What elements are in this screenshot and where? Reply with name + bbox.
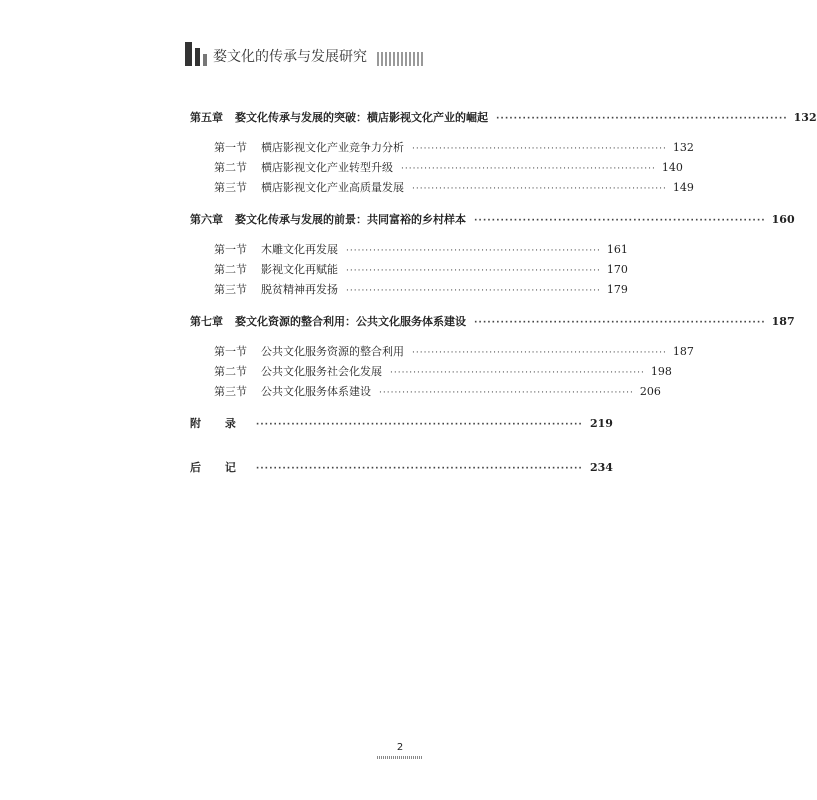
leader-dots: ·································································· [379,388,634,398]
table-of-contents [190,108,817,478]
toc-section[interactable] [190,178,694,198]
chapter-number: 第七章 [190,315,223,328]
section-number: 第三节 [214,283,247,296]
folio-decoration [377,756,423,759]
toc-section[interactable] [190,382,661,402]
page-number: 219 [590,417,613,430]
chapter-title: 婺文化资源的整合利用：公共文化服务体系建设 [235,315,466,328]
toc-section[interactable] [190,342,694,362]
chapter-title: 婺文化传承与发展的前景：共同富裕的乡村样本 [235,213,466,226]
section-title: 公共文化服务资源的整合利用 [261,345,404,358]
page-number: 170 [606,263,628,276]
section-title: 木雕文化再发展 [261,243,338,256]
page-footer [377,742,423,759]
leader-dots: ·································································· [412,348,667,358]
section-number: 第三节 [214,181,247,194]
section-number: 第二节 [214,161,247,174]
toc-chapter-6[interactable] [190,210,795,230]
section-title: 影视文化再赋能 [261,263,338,276]
toc-chapter-5[interactable] [190,108,817,128]
section-title: 横店影视文化产业转型升级 [261,161,393,174]
toc-section[interactable] [190,138,694,158]
section-number: 第一节 [214,243,247,256]
leader-dots: ·································································· [474,318,766,328]
section-number: 第二节 [214,263,247,276]
leader-dots: ·································································· [401,164,656,174]
page-number: 187 [771,315,795,328]
leader-dots: ·································································· [496,114,788,124]
toc-section[interactable] [190,158,683,178]
page-number: 132 [672,141,694,154]
section-title: 横店影视文化产业竞争力分析 [261,141,404,154]
toc-chapter-7[interactable] [190,312,795,332]
section-title: 公共文化服务体系建设 [261,385,371,398]
page-number: 149 [672,181,694,194]
leader-dots: ·································································· [412,184,667,194]
book-title: 婺文化的传承与发展研究 [213,49,367,65]
section-title: 横店影视文化产业高质量发展 [261,181,404,194]
page-number: 206 [639,385,661,398]
page-number: 132 [793,111,817,124]
page-number: 179 [606,283,628,296]
leader-dots: ·········································································· [255,420,583,430]
running-header [185,38,423,66]
header-ticks-decoration [377,50,423,66]
page-number: 187 [672,345,694,358]
folio-number: 2 [396,742,404,753]
toc-section[interactable] [190,260,628,280]
toc-section[interactable] [190,362,672,382]
leader-dots: ·································································· [412,144,667,154]
section-title: 脱贫精神再发扬 [261,283,338,296]
leader-dots: ·································································· [390,368,645,378]
section-title: 公共文化服务社会化发展 [261,365,382,378]
page-number: 234 [590,461,613,474]
section-number: 第三节 [214,385,247,398]
chapter-number: 第六章 [190,213,223,226]
toc-appendix[interactable] [190,414,613,434]
leader-dots: ·································································· [346,246,601,256]
page-number: 161 [606,243,628,256]
afterword-label: 后 记 [190,461,246,474]
page-number: 198 [650,365,672,378]
leader-dots: ·········································································· [255,464,583,474]
section-number: 第二节 [214,365,247,378]
toc-section[interactable] [190,240,628,260]
page-number: 160 [771,213,795,226]
toc-section[interactable] [190,280,628,300]
chapter-title: 婺文化传承与发展的突破：横店影视文化产业的崛起 [235,111,488,124]
section-number: 第一节 [214,141,247,154]
chapter-number: 第五章 [190,111,223,124]
leader-dots: ·································································· [346,266,601,276]
page-number: 140 [661,161,683,174]
section-number: 第一节 [214,345,247,358]
toc-afterword[interactable] [190,458,613,478]
appendix-label: 附 录 [190,417,246,430]
leader-dots: ·································································· [346,286,601,296]
leader-dots: ·································································· [474,216,766,226]
header-bars-icon [185,42,207,66]
